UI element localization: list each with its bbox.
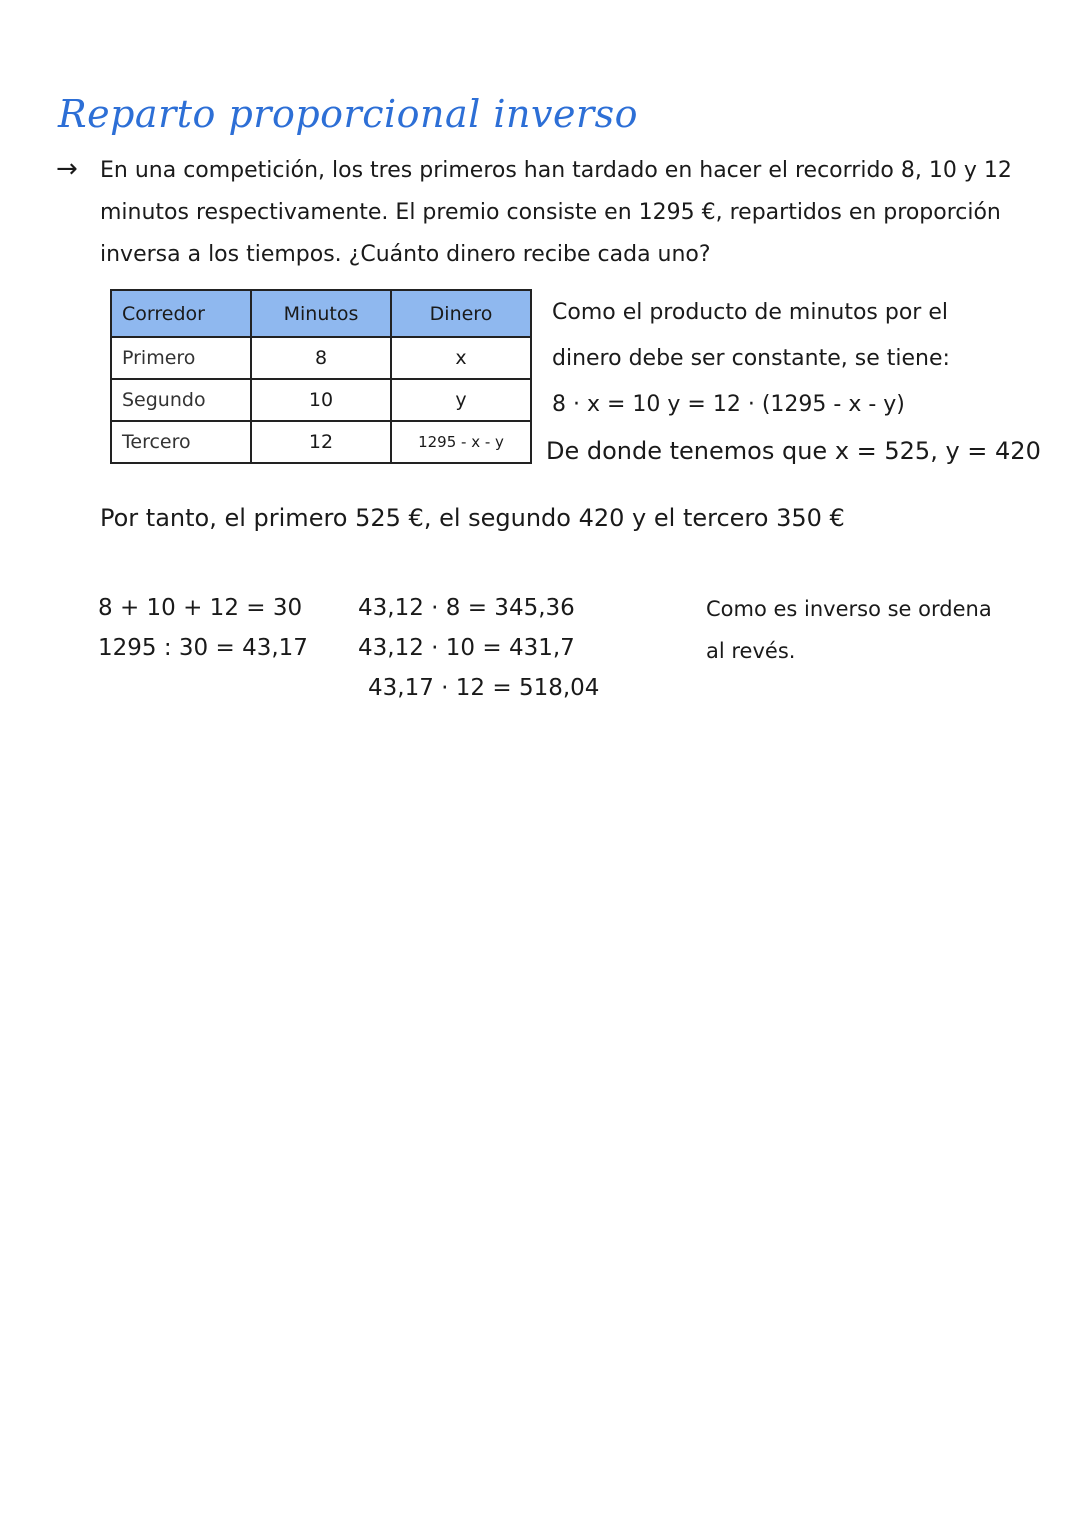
- problem-line: inversa a los tiempos. ¿Cuánto dinero recibe cada uno?: [100, 242, 711, 267]
- calc-line: 43,17 · 12 = 518,04: [368, 675, 600, 701]
- cell-runner: Primero: [111, 337, 251, 379]
- calc-sum-block: [98, 588, 308, 668]
- cell-money: 1295 - x - y: [391, 421, 531, 463]
- explanation-line: Como el producto de minutos por el: [552, 300, 948, 325]
- table-row: [111, 337, 531, 379]
- conclusion: Por tanto, el primero 525 €, el segundo 420 y el tercero 350 €: [100, 504, 845, 532]
- cell-runner: Tercero: [111, 421, 251, 463]
- side-note: [706, 588, 992, 672]
- cell-minutes: 12: [251, 421, 391, 463]
- calc-products-block: [358, 588, 599, 708]
- data-table: [110, 289, 532, 464]
- note-line: Como es inverso se ordena: [706, 597, 992, 621]
- explanation-line: 8 · x = 10 y = 12 · (1295 - x - y): [552, 392, 905, 417]
- header-minutos: Minutos: [251, 290, 391, 337]
- problem-statement: [100, 150, 1020, 276]
- explanation-line: De donde tenemos que x = 525, y = 420: [546, 437, 1041, 465]
- table-header-row: [111, 290, 531, 337]
- table-row: [111, 379, 531, 421]
- problem-line: minutos respectivamente. El premio consiste en 1295 €, repartidos en proporción: [100, 200, 1001, 225]
- cell-money: y: [391, 379, 531, 421]
- arrow-icon: →: [56, 154, 78, 184]
- calc-line: 43,12 · 10 = 431,7: [358, 635, 575, 661]
- note-line: al revés.: [706, 639, 796, 663]
- header-corredor: Corredor: [111, 290, 251, 337]
- cell-runner: Segundo: [111, 379, 251, 421]
- calc-line: 8 + 10 + 12 = 30: [98, 595, 303, 621]
- problem-line: En una competición, los tres primeros han tardado en hacer el recorrido 8, 10 y 12: [100, 158, 1012, 183]
- page-title: Reparto proporcional inverso: [58, 92, 639, 136]
- explanation-line: dinero debe ser constante, se tiene:: [552, 346, 950, 371]
- cell-minutes: 8: [251, 337, 391, 379]
- calc-line: 43,12 · 8 = 345,36: [358, 595, 575, 621]
- header-dinero: Dinero: [391, 290, 531, 337]
- table-row: [111, 421, 531, 463]
- explanation: [546, 290, 1041, 474]
- cell-money: x: [391, 337, 531, 379]
- cell-minutes: 10: [251, 379, 391, 421]
- calc-line: 1295 : 30 = 43,17: [98, 635, 308, 661]
